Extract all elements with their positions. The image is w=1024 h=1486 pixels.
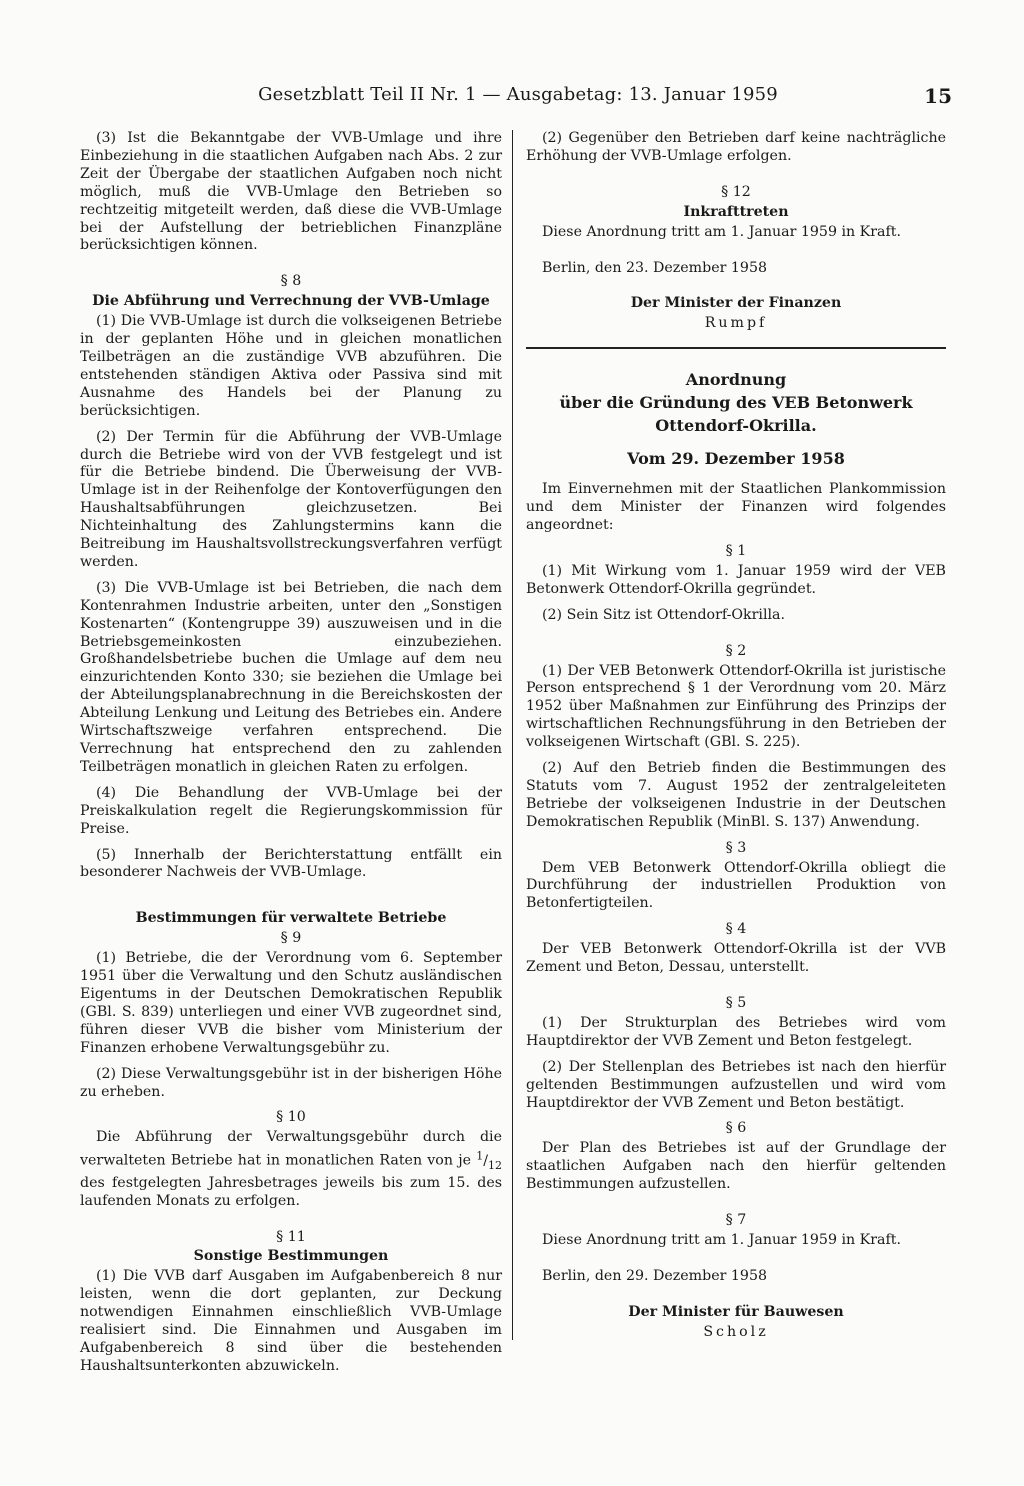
section-number: § 8 <box>280 273 302 290</box>
paragraph: (2) Diese Verwaltungsgebühr ist in der bisherigen Höhe zu erheben. <box>80 1065 502 1100</box>
fraction-numerator: 1 <box>476 1149 484 1163</box>
paragraph: (2) Der Termin für die Abführung der VVB-Umlage durch die Betriebe wird von der VVB festgelegt und ist für die Betriebe bindend. Die Überweisung der VVB-Umlage ist in der Reihenfolge der Kontoverfügungen den Haushaltsabführungen gleichzusetzen. Bei Nichteinhaltung des Zahlungstermins kann die Beitreibung im Haushaltsvollstreckungsverfahren verfügt werden. <box>80 428 502 570</box>
paragraph: (1) Der VEB Betonwerk Ottendorf-Okrilla ist juristische Person entsprechend § 1 der Verordnung vom 20. März 1952 über Maßnahmen zur Einführung des Prinzips der wirtschaftlichen Rechnungsführung in den Betrieben der volkseigenen Wirtschaft (GBl. S. 225). <box>526 662 946 751</box>
ordinance-date: Vom 29. Dezember 1958 <box>627 449 845 469</box>
paragraph: (2) Gegenüber den Betrieben darf keine nachträgliche Erhöhung der VVB-Umlage erfolgen. <box>526 130 946 164</box>
right-column <box>526 130 946 1350</box>
section-number: § 7 <box>725 1212 747 1229</box>
paragraph: (2) Der Stellenplan des Betriebes ist nach den hierfür geltenden Bestimmungen aufzustellen und wird vom Hauptdirektor der VVB Zement und Beton bestätigt. <box>526 1058 946 1111</box>
column-divider <box>512 130 513 1340</box>
section-title: Inkrafttreten <box>683 203 789 220</box>
section-title: Die Abführung und Verrechnung der VVB-Umlage <box>92 293 490 310</box>
paragraph: (4) Die Behandlung der VVB-Umlage bei der Preiskalkulation regelt die Regierungskommission für Preise. <box>80 784 502 837</box>
paragraph: (3) Ist die Bekanntgabe der VVB-Umlage und ihre Einbeziehung in die staatlichen Aufgaben nach Abs. 2 zur Zeit der Übergabe der staatlichen Aufgaben noch nicht möglich, muß die VVB-Umlage den Betrieben so rechtzeitig mitgeteilt werden, daß diese die VVB-Umlage bei der Aufstellung der betrieblichen Finanzpläne berücksichtigen können. <box>80 130 502 254</box>
paragraph: Der Plan des Betriebes ist auf der Grundlage der staatlichen Aufgaben nach den hierfür geltenden Bestimmungen aufzustellen. <box>526 1140 946 1193</box>
ordinance-title-line: über die Gründung des VEB Betonwerk <box>559 393 913 413</box>
page-header <box>80 84 956 112</box>
paragraph-s10 <box>80 1129 502 1210</box>
section-number: § 2 <box>725 642 747 659</box>
section-title: Sonstige Bestimmungen <box>193 1248 389 1265</box>
section-number: § 12 <box>721 183 751 200</box>
section-number: § 5 <box>725 995 747 1011</box>
place-date: Berlin, den 23. Dezember 1958 <box>542 259 768 276</box>
s10-text-b: des festgelegten Jahresbetrages jeweils bis zum 15. des laufenden Monats zu erfolgen. <box>80 1174 502 1209</box>
paragraph: (1) Der Strukturplan des Betriebes wird vom Hauptdirektor der VVB Zement und Beton festgelegt. <box>526 1014 946 1049</box>
minister-title: Der Minister der Finanzen <box>630 295 842 312</box>
heading-verwaltete-betriebe: Bestimmungen für verwaltete Betriebe <box>135 910 447 927</box>
section-number: § 11 <box>276 1228 306 1245</box>
paragraph: Der VEB Betonwerk Ottendorf-Okrilla ist der VVB Zement und Beton, Dessau, unterstellt. <box>526 941 946 976</box>
paragraph: Diese Anordnung tritt am 1. Januar 1959 in Kraft. <box>542 1231 901 1248</box>
paragraph: Dem VEB Betonwerk Ottendorf-Okrilla obliegt die Durchführung der industriellen Produktion von Betonfertigteilen. <box>526 859 946 912</box>
paragraph: (2) Sein Sitz ist Ottendorf-Okrilla. <box>542 606 785 623</box>
minister-title: Der Minister für Bauwesen <box>628 1303 844 1320</box>
fraction: $^1/_{12}$ <box>476 1149 502 1172</box>
paragraph: (1) Die VVB-Umlage ist durch die volkseigenen Betriebe in der geplanten Höhe und in gleichen monatlichen Teilbeträgen an die zuständige VVB abzuführen. Die entstehenden ständigen Aktiva oder Passiva sind mit Ausnahme des Handels bei der Planung zu berücksichtigen. <box>80 313 502 419</box>
ordinance-title-line: Anordnung <box>685 370 787 390</box>
header-title: Gesetzblatt Teil II Nr. 1 — Ausgabetag: 13. Januar 1959 <box>258 84 778 105</box>
paragraph: (2) Auf den Betrieb finden die Bestimmungen des Statuts vom 7. August 1952 der zentralgeleiteten Betriebe der volkseigenen Industrie in der Deutschen Demokratischen Republik (MinBl. S. 137) Anwendung. <box>526 760 946 830</box>
section-number: § 1 <box>725 542 747 559</box>
section-number: § 4 <box>725 921 747 938</box>
paragraph: (1) Die VVB darf Ausgaben im Aufgabenbereich 8 nur leisten, wenn die dort geplanten, zur Deckung notwendigen Einnahmen einschließlich VVB-Umlage realisiert sind. Die Einnahmen und Ausgaben im Aufgabenbereich 8 sind über die bestehenden Haushaltsunterkonten abzuwickeln. <box>80 1268 502 1374</box>
section-number: § 9 <box>280 930 302 947</box>
section-rule <box>526 347 946 349</box>
paragraph: (1) Betriebe, die der Verordnung vom 6. September 1951 über die Verwaltung und den Schutz ausländischen Eigentums in der Deutschen Demokratischen Republik (GBl. S. 839) unterliegen und einer VVB zugeordnet sind, führen dieser VVB die bisher vom Ministerium der Finanzen erhobene Verwaltungsgebühr zu. <box>80 950 502 1056</box>
place-date: Berlin, den 29. Dezember 1958 <box>542 1267 768 1284</box>
signature-name: Rumpf <box>704 315 768 332</box>
signature-name: Scholz <box>703 1323 769 1340</box>
section-number: § 3 <box>725 839 747 856</box>
paragraph: (1) Mit Wirkung vom 1. Januar 1959 wird der VEB Betonwerk Ottendorf-Okrilla gegründet. <box>526 562 946 597</box>
section-number: § 10 <box>276 1109 306 1126</box>
ordinance-title-line: Ottendorf-Okrilla. <box>655 416 817 436</box>
paragraph: (3) Die VVB-Umlage ist bei Betrieben, die nach dem Kontenrahmen Industrie arbeiten, unter den „Sonstigen Kostenarten“ (Kontengruppe 39) auszuweisen und in die Betriebsgemeinkosten einzubeziehen. Großhandelsbetriebe buchen die Umlage auf dem neu einzurichtenden Konto 330; sie beziehen die Umlage bei der Abteilungsplanabrechnung in die Bereichskosten der Abteilung Lenkung und Leitung des Betriebes ein. Andere Wirtschaftszweige verfahren entsprechend. Die Verrechnung hat entsprechend den zu zahlenden Teilbeträgen monatlich in gleichen Raten zu erfolgen. <box>80 579 502 775</box>
s10-text-a: Die Abführung der Verwaltungsgebühr durch die verwalteten Betriebe hat in monatlichen Raten von je <box>80 1129 502 1169</box>
paragraph: (5) Innerhalb der Berichterstattung entfällt ein besonderer Nachweis der VVB-Umlage. <box>80 846 502 881</box>
paragraph: Diese Anordnung tritt am 1. Januar 1959 in Kraft. <box>542 223 901 240</box>
section-number: § 6 <box>725 1120 747 1137</box>
fraction-denominator: 12 <box>488 1158 502 1172</box>
paragraph: Im Einvernehmen mit der Staatlichen Plankommission und dem Minister der Finanzen wird folgendes angeordnet: <box>526 481 946 534</box>
page-number: 15 <box>924 84 952 108</box>
left-column <box>80 130 502 1384</box>
